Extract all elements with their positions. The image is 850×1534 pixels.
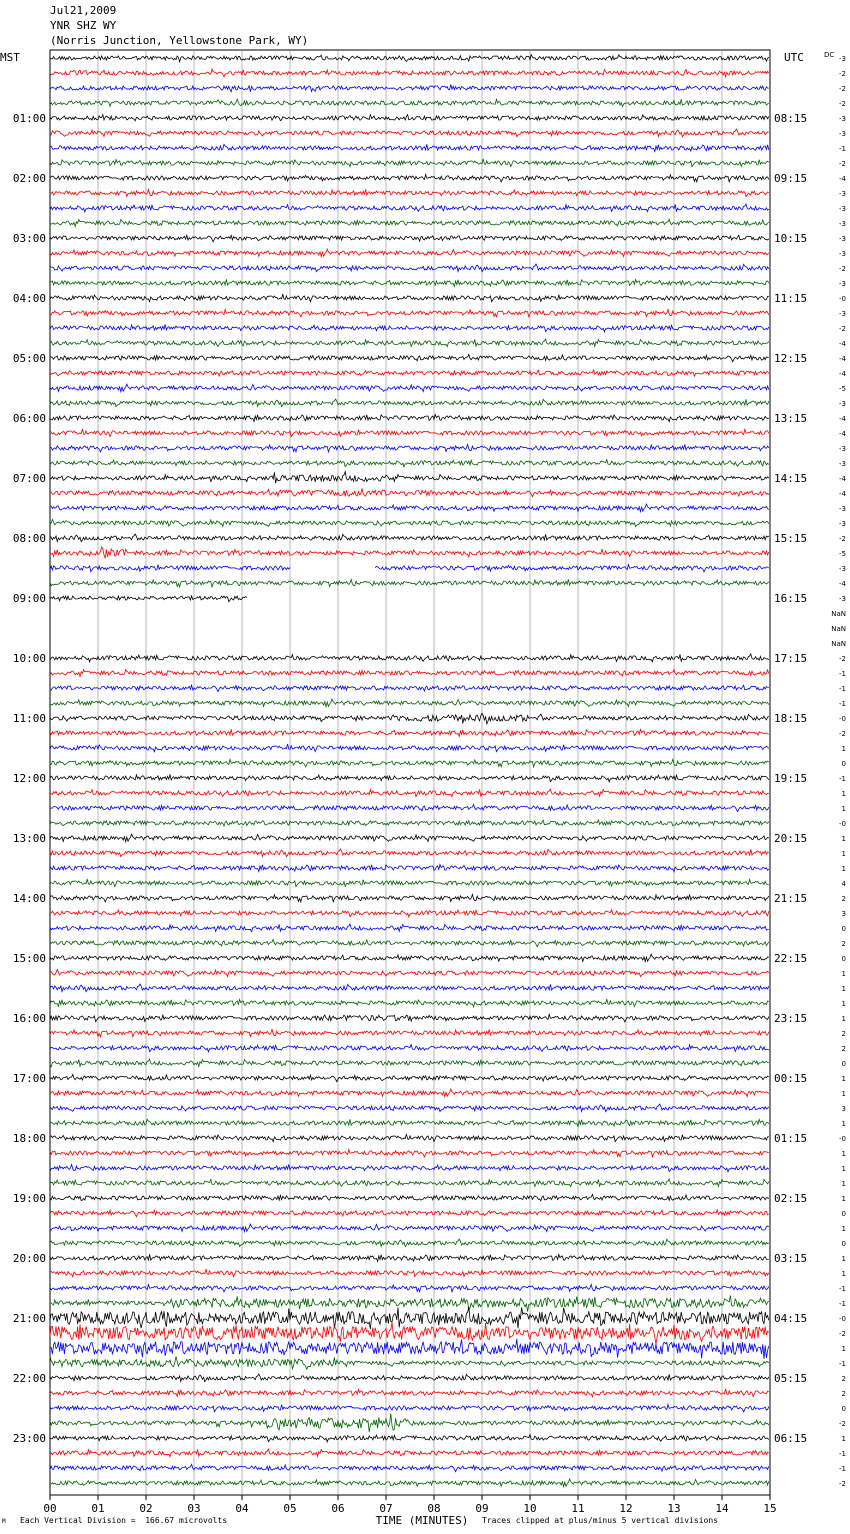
dc-offset-value: 0 xyxy=(841,955,846,963)
dc-offset-value: 1 xyxy=(841,1255,846,1263)
seismic-trace xyxy=(50,279,769,286)
utc-hour-label: 22:15 xyxy=(774,952,808,965)
mst-hour-label: 10:00 xyxy=(12,652,46,665)
dc-offset-value: 1 xyxy=(841,1165,846,1173)
seismic-trace xyxy=(50,1449,769,1457)
seismic-trace xyxy=(50,204,769,212)
mst-hour-label: 16:00 xyxy=(12,1012,46,1025)
x-tick-label: 07 xyxy=(379,1502,393,1515)
utc-hour-label: 04:15 xyxy=(774,1312,808,1325)
dc-offset-value: 1 xyxy=(841,1075,846,1083)
seismic-trace xyxy=(50,415,769,422)
seismic-traces xyxy=(50,55,769,1487)
dc-offset-value: -3 xyxy=(839,115,846,123)
x-tick-label: 04 xyxy=(235,1502,249,1515)
dc-offset-value: 1 xyxy=(841,970,846,978)
dc-offset-value: -1 xyxy=(839,1300,846,1308)
mst-hour-label: 20:00 xyxy=(12,1252,46,1265)
seismic-trace xyxy=(50,939,769,946)
dc-offset-value: 2 xyxy=(841,940,846,948)
x-tick-label: 02 xyxy=(139,1502,153,1515)
x-axis xyxy=(43,1495,776,1515)
dc-offset-value: 0 xyxy=(841,1240,846,1248)
dc-offset-value: 3 xyxy=(841,910,846,918)
mst-hour-label: 19:00 xyxy=(12,1192,46,1205)
utc-hour-label: 08:15 xyxy=(774,112,808,125)
dc-offset-value: 1 xyxy=(841,1225,846,1233)
seismic-trace xyxy=(50,294,769,302)
dc-offset-value: -2 xyxy=(839,1480,846,1488)
dc-offset-value: -1 xyxy=(839,1285,846,1293)
mst-hour-label: 04:00 xyxy=(12,292,46,305)
dc-offset-value: -2 xyxy=(839,1420,846,1428)
dc-offset-column xyxy=(831,55,846,1488)
seismic-trace xyxy=(50,219,769,226)
seismic-trace xyxy=(50,429,769,437)
utc-hour-label: 21:15 xyxy=(774,892,808,905)
vertical-division-note: Each Vertical Division = 166.67 microvolts xyxy=(20,1516,228,1525)
dc-offset-value: 1 xyxy=(841,865,846,873)
dc-offset-value: -3 xyxy=(839,310,846,318)
utc-hour-label: 05:15 xyxy=(774,1372,808,1385)
seismic-trace xyxy=(50,1089,769,1097)
mst-hour-label: 08:00 xyxy=(12,532,46,545)
seismic-trace xyxy=(50,999,769,1007)
mst-hour-label: 06:00 xyxy=(12,412,46,425)
dc-offset-value: 0 xyxy=(841,1060,846,1068)
utc-hour-label: 17:15 xyxy=(774,652,808,665)
dc-offset-value: -2 xyxy=(839,535,846,543)
utc-hour-label: 13:15 xyxy=(774,412,808,425)
dc-offset-value: 1 xyxy=(841,1345,846,1353)
utc-hour-label: 14:15 xyxy=(774,472,808,485)
dc-offset-value: -2 xyxy=(839,325,846,333)
dc-offset-value: -3 xyxy=(839,130,846,138)
x-tick-label: 11 xyxy=(571,1502,585,1515)
seismic-trace xyxy=(50,894,769,902)
seismic-trace xyxy=(50,1356,769,1369)
seismic-trace xyxy=(50,324,769,332)
seismic-trace xyxy=(50,1179,769,1187)
right-timezone-label: UTC xyxy=(784,51,804,64)
mst-hour-label: 14:00 xyxy=(12,892,46,905)
seismic-trace xyxy=(50,1045,769,1052)
dc-offset-value: -3 xyxy=(839,400,846,408)
utc-hour-label: 03:15 xyxy=(774,1252,808,1265)
dc-offset-value: 1 xyxy=(841,1180,846,1188)
mst-hour-label: 03:00 xyxy=(12,232,46,245)
seismic-trace xyxy=(50,1389,769,1397)
dc-offset-value: -1 xyxy=(839,1450,846,1458)
dc-offset-value: NaN xyxy=(831,625,846,633)
dc-offset-value: -3 xyxy=(839,280,846,288)
seismic-trace xyxy=(50,1164,769,1172)
x-tick-label: 01 xyxy=(91,1502,105,1515)
seismic-trace xyxy=(50,774,769,782)
seismic-trace xyxy=(50,69,769,77)
dc-offset-value: -3 xyxy=(839,595,846,603)
seismic-trace xyxy=(50,1119,769,1126)
seismic-trace xyxy=(50,729,769,736)
mst-hour-label: 09:00 xyxy=(12,592,46,605)
dc-offset-value: 1 xyxy=(841,850,846,858)
seismic-trace xyxy=(50,1464,769,1471)
dc-offset-value: -0 xyxy=(839,1315,846,1323)
dc-offset-value: -2 xyxy=(839,730,846,738)
seismic-trace xyxy=(50,472,769,484)
utc-hour-label: 16:15 xyxy=(774,592,808,605)
x-axis-title: TIME (MINUTES) xyxy=(375,1514,469,1527)
dc-offset-value: -2 xyxy=(839,70,846,78)
seismic-trace xyxy=(50,789,769,797)
dc-offset-value: 2 xyxy=(841,895,846,903)
dc-offset-value: -5 xyxy=(839,550,846,558)
utc-hour-label: 00:15 xyxy=(774,1072,808,1085)
seismic-trace xyxy=(50,1414,769,1432)
dc-offset-value: -2 xyxy=(839,265,846,273)
dc-offset-value: -3 xyxy=(839,250,846,258)
seismic-trace xyxy=(50,174,769,182)
utc-hour-label: 15:15 xyxy=(774,532,808,545)
seismic-trace xyxy=(50,969,769,976)
x-tick-label: 08 xyxy=(427,1502,441,1515)
seismic-trace xyxy=(50,954,769,962)
seismic-trace xyxy=(50,1374,769,1382)
dc-offset-value: -3 xyxy=(839,505,846,513)
mst-hour-label: 18:00 xyxy=(12,1132,46,1145)
station-code: YNR SHZ WY xyxy=(50,19,117,32)
seismic-trace xyxy=(50,1479,769,1487)
dc-offset-value: -1 xyxy=(839,685,846,693)
dc-offset-value: 2 xyxy=(841,1375,846,1383)
utc-hour-label: 06:15 xyxy=(774,1432,808,1445)
seismic-trace xyxy=(50,1014,769,1022)
mst-hour-label: 07:00 xyxy=(12,472,46,485)
dc-offset-value: -1 xyxy=(839,670,846,678)
utc-hour-label: 10:15 xyxy=(774,232,808,245)
seismic-trace xyxy=(50,849,769,857)
seismic-trace xyxy=(50,159,769,167)
dc-offset-value: -2 xyxy=(839,85,846,93)
utc-hour-labels xyxy=(774,112,807,1445)
dc-offset-value: 1 xyxy=(841,790,846,798)
dc-offset-value: -3 xyxy=(839,205,846,213)
seismic-trace xyxy=(50,564,769,572)
x-tick-label: 12 xyxy=(619,1502,633,1515)
seismic-trace xyxy=(50,1296,769,1312)
dc-offset-value: 0 xyxy=(841,925,846,933)
x-tick-label: 00 xyxy=(43,1502,57,1515)
seismic-trace xyxy=(50,189,769,196)
seismic-trace xyxy=(50,534,769,542)
dc-offset-value: 0 xyxy=(841,760,846,768)
seismic-trace xyxy=(50,1254,769,1261)
seismic-trace xyxy=(50,460,769,467)
mst-hour-label: 17:00 xyxy=(12,1072,46,1085)
seismic-trace xyxy=(50,444,769,452)
seismic-trace xyxy=(50,1322,769,1344)
dc-offset-value: 1 xyxy=(841,835,846,843)
dc-offset-value: -1 xyxy=(839,145,846,153)
dc-offset-value: -4 xyxy=(839,430,846,438)
seismic-trace xyxy=(50,235,769,242)
dc-offset-value: -4 xyxy=(839,340,846,348)
dc-offset-value: -4 xyxy=(839,355,846,363)
corner-mark: M xyxy=(2,1518,6,1525)
dc-offset-value: 1 xyxy=(841,985,846,993)
dc-offset-value: -4 xyxy=(839,475,846,483)
seismic-trace xyxy=(50,804,769,811)
mst-hour-label: 12:00 xyxy=(12,772,46,785)
dc-offset-value: -1 xyxy=(839,700,846,708)
x-tick-label: 03 xyxy=(187,1502,201,1515)
dc-offset-value: 1 xyxy=(841,1000,846,1008)
seismic-trace xyxy=(50,264,769,272)
plot-date: Jul21,2009 xyxy=(50,4,117,17)
dc-offset-value: -2 xyxy=(839,1330,846,1338)
seismic-trace xyxy=(50,924,769,932)
seismic-trace xyxy=(50,1269,769,1277)
dc-offset-value: -0 xyxy=(839,295,846,303)
seismic-trace xyxy=(50,1059,769,1067)
seismic-trace xyxy=(50,1307,769,1329)
seismic-trace xyxy=(50,504,769,512)
dc-offset-value: NaN xyxy=(831,610,846,618)
dc-offset-value: 4 xyxy=(841,880,846,888)
dc-offset-value: 1 xyxy=(841,1090,846,1098)
dc-offset-value: -3 xyxy=(839,460,846,468)
dc-offset-value: -3 xyxy=(839,235,846,243)
seismic-trace xyxy=(50,910,769,917)
utc-hour-label: 18:15 xyxy=(774,712,808,725)
seismic-trace xyxy=(50,984,769,992)
seismic-trace xyxy=(50,1074,769,1081)
seismic-trace xyxy=(50,669,769,676)
dc-offset-value: -1 xyxy=(839,1465,846,1473)
seismic-trace xyxy=(50,1435,769,1442)
dc-offset-value: -3 xyxy=(839,565,846,573)
utc-hour-label: 12:15 xyxy=(774,352,808,365)
mst-hour-label: 05:00 xyxy=(12,352,46,365)
seismic-trace xyxy=(50,99,769,106)
utc-hour-label: 11:15 xyxy=(774,292,808,305)
dc-offset-value: -3 xyxy=(839,190,846,198)
dc-offset-value: -0 xyxy=(839,715,846,723)
seismic-trace xyxy=(50,370,769,376)
dc-offset-value: -4 xyxy=(839,415,846,423)
seismic-trace xyxy=(50,85,769,92)
dc-offset-value: -0 xyxy=(839,820,846,828)
dc-offset-value: -4 xyxy=(839,580,846,588)
mst-hour-label: 21:00 xyxy=(12,1312,46,1325)
dc-offset-value: -2 xyxy=(839,100,846,108)
dc-offset-value: -5 xyxy=(839,385,846,393)
dc-offset-value: 1 xyxy=(841,1150,846,1158)
dc-offset-value: -3 xyxy=(839,520,846,528)
utc-hour-label: 09:15 xyxy=(774,172,808,185)
dc-offset-value: -3 xyxy=(839,55,846,63)
seismic-trace xyxy=(50,55,769,62)
dc-offset-value: 1 xyxy=(841,1015,846,1023)
seismic-trace xyxy=(50,834,769,842)
seismic-trace xyxy=(50,339,769,347)
dc-offset-value: 0 xyxy=(841,1405,846,1413)
seismic-trace xyxy=(50,1339,769,1359)
seismic-trace xyxy=(50,699,769,707)
seismic-trace xyxy=(50,488,769,496)
mst-hour-labels xyxy=(13,112,46,1445)
x-tick-label: 13 xyxy=(667,1502,681,1515)
seismic-trace xyxy=(50,865,769,872)
station-location: (Norris Junction, Yellowstone Park, WY) xyxy=(50,34,309,47)
dc-offset-value: -1 xyxy=(839,1360,846,1368)
dc-offset-value: -3 xyxy=(839,445,846,453)
dc-offset-value: -4 xyxy=(839,175,846,183)
dc-offset-value: -1 xyxy=(839,775,846,783)
seismic-trace xyxy=(50,129,769,137)
x-tick-label: 05 xyxy=(283,1502,297,1515)
dc-label: DC xyxy=(824,51,835,59)
seismic-trace xyxy=(50,596,247,602)
mst-hour-label: 15:00 xyxy=(12,952,46,965)
seismic-trace xyxy=(50,1224,769,1232)
seismic-trace xyxy=(50,144,769,151)
seismic-trace xyxy=(50,654,769,662)
dc-offset-value: 2 xyxy=(841,1045,846,1053)
dc-offset-value: 2 xyxy=(841,1030,846,1038)
seismic-trace xyxy=(50,579,769,586)
x-tick-label: 06 xyxy=(331,1502,345,1515)
seismic-trace xyxy=(50,744,769,752)
dc-offset-value: 3 xyxy=(841,1105,846,1113)
seismic-trace xyxy=(50,309,769,317)
seismic-trace xyxy=(50,1104,769,1112)
seismic-trace xyxy=(50,249,769,257)
clipping-note: Traces clipped at plus/minus 5 vertical divisions xyxy=(482,1516,719,1525)
seismic-trace xyxy=(50,114,769,121)
dc-offset-value: 2 xyxy=(841,1390,846,1398)
dc-offset-value: 0 xyxy=(841,1210,846,1218)
dc-offset-value: -4 xyxy=(839,370,846,378)
dc-offset-value: -2 xyxy=(839,160,846,168)
seismic-trace xyxy=(50,685,769,692)
dc-offset-value: -0 xyxy=(839,1135,846,1143)
dc-offset-value: -2 xyxy=(839,655,846,663)
seismic-trace xyxy=(50,1194,769,1200)
utc-hour-label: 01:15 xyxy=(774,1132,808,1145)
utc-hour-label: 02:15 xyxy=(774,1192,808,1205)
utc-hour-label: 23:15 xyxy=(774,1012,808,1025)
x-tick-label: 15 xyxy=(763,1502,777,1515)
seismic-trace xyxy=(50,1239,769,1247)
dc-offset-value: 1 xyxy=(841,745,846,753)
dc-offset-value: 1 xyxy=(841,805,846,813)
seismic-trace xyxy=(50,1284,769,1292)
dc-offset-value: 1 xyxy=(841,1270,846,1278)
mst-hour-label: 23:00 xyxy=(12,1432,46,1445)
utc-hour-label: 19:15 xyxy=(774,772,808,785)
dc-offset-value: 1 xyxy=(841,1195,846,1203)
seismic-trace xyxy=(50,1029,769,1036)
seismic-trace xyxy=(50,519,769,526)
left-timezone-label: MST xyxy=(0,51,20,64)
mst-hour-label: 22:00 xyxy=(12,1372,46,1385)
dc-offset-value: NaN xyxy=(831,640,846,648)
seismic-trace xyxy=(50,399,769,407)
seismic-trace xyxy=(50,1210,769,1217)
seismic-trace xyxy=(50,1404,769,1412)
seismic-trace xyxy=(50,384,769,392)
seismic-trace xyxy=(50,820,769,826)
dc-offset-value: -4 xyxy=(839,490,846,498)
utc-hour-label: 20:15 xyxy=(774,832,808,845)
seismic-trace xyxy=(50,759,769,767)
mst-hour-label: 11:00 xyxy=(12,712,46,725)
x-tick-label: 09 xyxy=(475,1502,489,1515)
seismic-trace xyxy=(50,1134,769,1142)
dc-offset-value: 1 xyxy=(841,1435,846,1443)
mst-hour-label: 13:00 xyxy=(12,832,46,845)
seismic-trace xyxy=(50,547,769,558)
mst-hour-label: 02:00 xyxy=(12,172,46,185)
x-tick-label: 14 xyxy=(715,1502,729,1515)
seismic-trace xyxy=(50,879,769,887)
mst-hour-label: 01:00 xyxy=(12,112,46,125)
x-tick-label: 10 xyxy=(523,1502,537,1515)
dc-offset-value: 1 xyxy=(841,1120,846,1128)
dc-offset-value: -3 xyxy=(839,220,846,228)
seismic-trace xyxy=(50,713,769,724)
seismic-trace xyxy=(50,1149,769,1157)
seismic-trace xyxy=(50,354,769,361)
